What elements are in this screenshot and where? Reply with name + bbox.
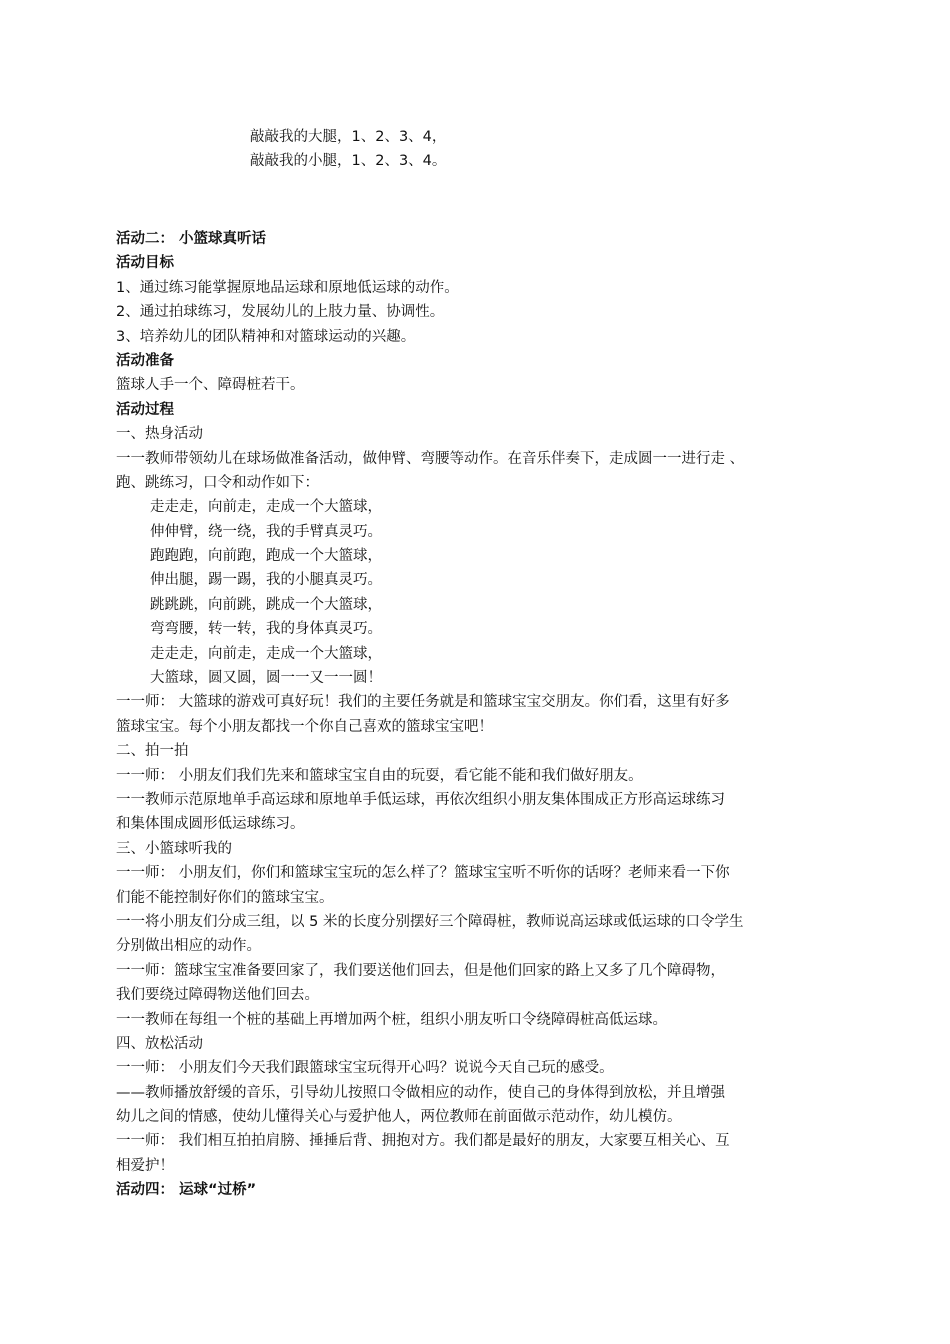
paragraph-line: 一一师： 大篮球的游戏可真好玩！我们的主要任务就是和篮球宝宝交朋友。你们看，这里有好多 <box>116 694 730 711</box>
paragraph-line: ——教师播放舒缓的音乐，引导幼儿按照口令做相应的动作，使自己的身体得到放松，并且增强 <box>116 1084 725 1101</box>
paragraph-line: 一一将小朋友们分成三组，以 5 米的长度分别摆好三个障碍桩，教师说高运球或低运球的口令学生 <box>116 913 744 930</box>
paragraph-line: 分别做出相应的动作。 <box>116 938 261 955</box>
chant-line: 大篮球，圆又圆，圆一一又一一圆！ <box>150 670 382 687</box>
chant-line: 伸伸臂，绕一绕，我的手臂真灵巧。 <box>150 523 382 540</box>
paragraph-line: 幼儿之间的情感，使幼儿懂得关心与爱护他人，两位教师在前面做示范动作，幼儿模仿。 <box>116 1109 682 1126</box>
chant-line: 跳跳跳，向前跳，跳成一个大篮球， <box>150 596 382 613</box>
intro-verse <box>250 125 446 174</box>
verse-line: 敲敲我的大腿，1、2、3、4， <box>250 129 447 145</box>
section-3-heading: 三、小篮球听我的 <box>116 840 232 857</box>
activity-2-title: 活动二： 小篮球真听话 <box>116 231 267 247</box>
chant-line: 跑跑跑，向前跑，跑成一个大篮球， <box>150 548 382 565</box>
paragraph-line: 跑、跳练习，口令和动作如下： <box>116 474 319 491</box>
prep-text: 篮球人手一个、障碍桩若干。 <box>116 377 305 394</box>
section-2-heading: 二、拍一拍 <box>116 743 189 760</box>
process-heading: 活动过程 <box>116 401 174 418</box>
paragraph-line: 一一教师带领幼儿在球场做准备活动，做伸臂、弯腰等动作。在音乐伴奏下，走成圆一一进行走 、 <box>116 450 745 467</box>
paragraph-line: 和集体围成圆形低运球练习。 <box>116 816 305 833</box>
chant-line: 伸出腿，踢一踢，我的小腿真灵巧。 <box>150 572 382 589</box>
paragraph-line: 一一师：篮球宝宝准备要回家了，我们要送他们回去，但是他们回家的路上又多了几个障碍物， <box>116 962 725 979</box>
paragraph-line: 一一师： 小朋友们今天我们跟篮球宝宝玩得开心吗？说说今天自己玩的感受。 <box>116 1060 614 1077</box>
prep-heading: 活动准备 <box>116 352 174 369</box>
goals-heading: 活动目标 <box>116 255 174 272</box>
section-1-heading: 一、热身活动 <box>116 426 203 443</box>
paragraph-line: 相爱护！ <box>116 1157 174 1174</box>
paragraph-line: 一一师： 小朋友们，你们和篮球宝宝玩的怎么样了？篮球宝宝听不听你的话呀？老师来看一下你 <box>116 865 730 882</box>
goal-item: 2、通过拍球练习，发展幼儿的上肢力量、协调性。 <box>116 304 445 321</box>
verse-line: 敲敲我的小腿，1、2、3、4。 <box>250 153 447 170</box>
paragraph-line: 篮球宝宝。每个小朋友都找一个你自己喜欢的篮球宝宝吧！ <box>116 718 493 735</box>
chant-line: 走走走，向前走，走成一个大篮球， <box>150 645 382 662</box>
goal-item: 3、培养幼儿的团队精神和对篮球运动的兴趣。 <box>116 328 416 345</box>
paragraph-line: 一一师： 我们相互拍拍肩膀、捶捶后背、拥抱对方。我们都是最好的朋友，大家要互相关心、互 <box>116 1133 730 1150</box>
chant-line: 走走走，向前走，走成一个大篮球， <box>150 499 382 516</box>
document-body <box>116 227 846 1203</box>
paragraph-line: 一一教师在每组一个桩的基础上再增加两个桩，组织小朋友听口令绕障碍桩高低运球。 <box>116 1011 667 1028</box>
activity-4-title: 活动四： 运球“过桥” <box>116 1182 257 1199</box>
chant-line: 弯弯腰，转一转，我的身体真灵巧。 <box>150 621 382 638</box>
section-4-heading: 四、放松活动 <box>116 1035 203 1052</box>
paragraph-line: 我们要绕过障碍物送他们回去。 <box>116 987 319 1004</box>
paragraph-line: 一一师： 小朋友们我们先来和篮球宝宝自由的玩耍，看它能不能和我们做好朋友。 <box>116 767 643 784</box>
paragraph-line: 一一教师示范原地单手高运球和原地单手低运球，再依次组织小朋友集体围成正方形高运球练习 <box>116 791 725 808</box>
goal-item: 1、通过练习能掌握原地品运球和原地低运球的动作。 <box>116 279 459 296</box>
paragraph-line: 们能不能控制好你们的篮球宝宝。 <box>116 889 334 906</box>
